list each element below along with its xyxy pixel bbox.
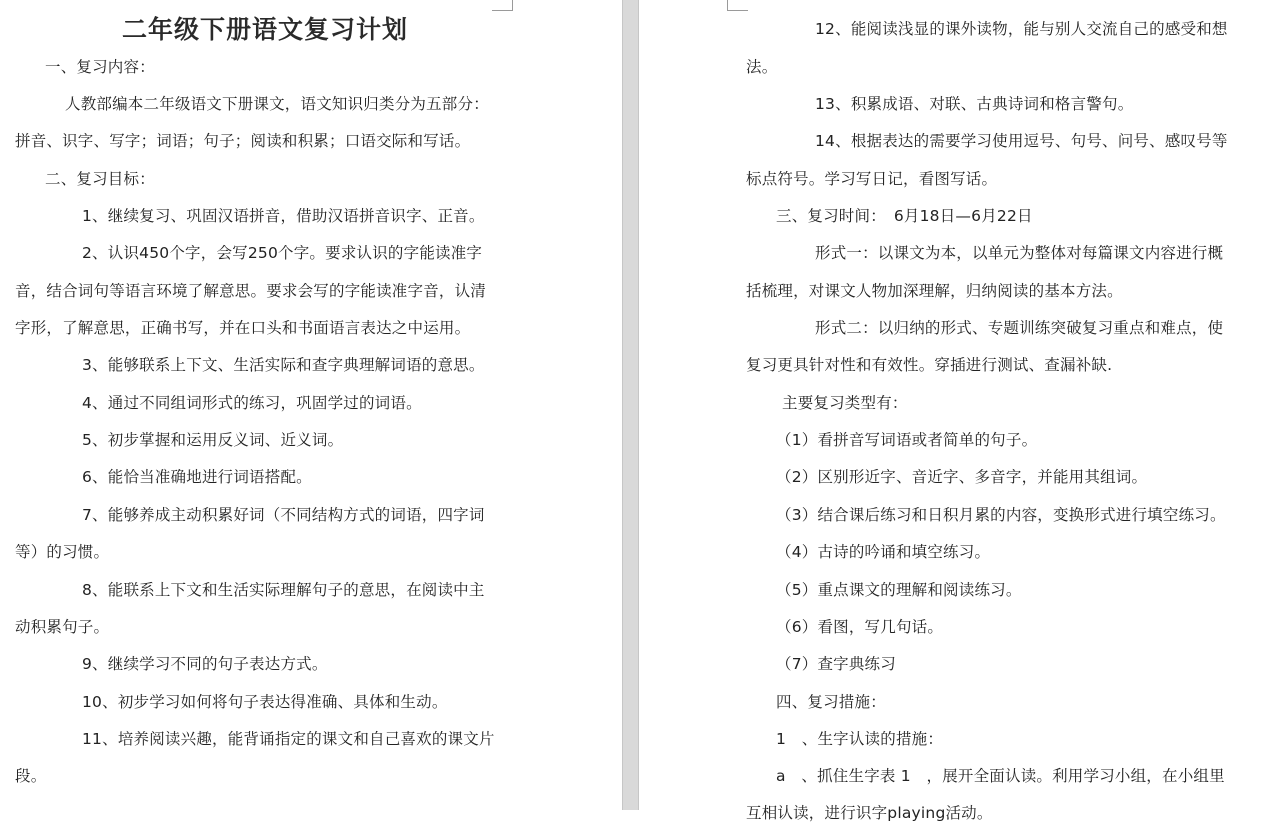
list-item: （7）查字典练习 — [776, 655, 896, 673]
paragraph-line: 等）的习惯。 — [15, 543, 110, 561]
list-item: 13、积累成语、对联、古典诗词和格言警句。 — [815, 95, 1134, 113]
list-item: 4、通过不同组词形式的练习，巩固学过的词语。 — [82, 394, 422, 412]
paragraph-line: 复习更具针对性和有效性。穿插进行测试、查漏补缺. — [746, 356, 1113, 374]
list-item: （1）看拼音写词语或者简单的句子。 — [776, 431, 1038, 449]
paragraph-line: 字形，了解意思，正确书写，并在口头和书面语言表达之中运用。 — [15, 319, 471, 337]
section-heading: 二、复习目标： — [45, 170, 155, 188]
list-item: a 、抓住生字表 1 ，展开全面认读。利用学习小组，在小组里 — [776, 767, 1225, 785]
paragraph-line: 动积累句子。 — [15, 618, 110, 636]
paragraph-line: 法。 — [746, 58, 778, 76]
paragraph-line: 段。 — [15, 767, 47, 785]
list-item: 12、能阅读浅显的课外读物，能与别人交流自己的感受和想 — [815, 20, 1228, 38]
page-gap-divider — [622, 0, 639, 810]
section-heading: 四、复习措施： — [776, 693, 886, 711]
paragraph-line: 形式二：以归纳的形式、专题训练突破复习重点和难点，使 — [815, 319, 1224, 337]
page-margin-corner-mark — [727, 0, 748, 11]
list-item: 1、继续复习、巩固汉语拼音，借助汉语拼音识字、正音。 — [82, 207, 485, 225]
paragraph-line: 音，结合词句等语言环境了解意思。要求会写的字能读准字音，认清 — [15, 282, 487, 300]
document-title: 二年级下册语文复习计划 — [121, 15, 408, 44]
list-item: （6）看图，写几句话。 — [776, 618, 944, 636]
list-item: 7、能够养成主动积累好词（不同结构方式的词语，四字词 — [82, 506, 485, 524]
list-item: 11、培养阅读兴趣，能背诵指定的课文和自己喜欢的课文片 — [82, 730, 495, 748]
list-item: 1 、生字认读的措施： — [776, 730, 944, 748]
paragraph-line: 形式一：以课文为本，以单元为整体对每篇课文内容进行概 — [815, 244, 1224, 262]
paragraph-line: 括梳理，对课文人物加深理解，归纳阅读的基本方法。 — [746, 282, 1123, 300]
document-page-left[interactable] — [0, 0, 622, 810]
list-item: 10、初步学习如何将句子表达得准确、具体和生动。 — [82, 693, 448, 711]
list-item: 3、能够联系上下文、生活实际和查字典理解词语的意思。 — [82, 356, 485, 374]
paragraph-line: 人教部编本二年级语文下册课文，语文知识归类分为五部分： — [65, 95, 489, 113]
section-heading: 一、复习内容： — [45, 58, 155, 76]
list-item: （4）古诗的吟诵和填空练习。 — [776, 543, 991, 561]
list-item: 14、根据表达的需要学习使用逗号、句号、问号、感叹号等 — [815, 132, 1228, 150]
paragraph-line: 标点符号。学习写日记，看图写话。 — [746, 170, 998, 188]
list-item: 5、初步掌握和运用反义词、近义词。 — [82, 431, 344, 449]
subheading: 主要复习类型有： — [782, 394, 908, 412]
list-item: 2、认识450个字，会写250个字。要求认识的字能读准字 — [82, 244, 483, 262]
paragraph-line-partial: 互相认读，进行识字playing活动。 — [746, 804, 993, 822]
document-page-right[interactable] — [639, 0, 1287, 822]
list-item: 6、能恰当准确地进行词语搭配。 — [82, 468, 312, 486]
section-heading: 三、复习时间： 6月18日—6月22日 — [776, 207, 1033, 225]
paragraph-line: 拼音、识字、写字；词语；句子；阅读和积累；口语交际和写话。 — [15, 132, 471, 150]
list-item: （5）重点课文的理解和阅读练习。 — [776, 581, 1022, 599]
list-item: 9、继续学习不同的句子表达方式。 — [82, 655, 328, 673]
list-item: （2）区别形近字、音近字、多音字，并能用其组词。 — [776, 468, 1148, 486]
list-item: 8、能联系上下文和生活实际理解句子的意思，在阅读中主 — [82, 581, 485, 599]
list-item: （3）结合课后练习和日积月累的内容，变换形式进行填空练习。 — [776, 506, 1226, 524]
page-margin-corner-mark — [492, 0, 513, 11]
